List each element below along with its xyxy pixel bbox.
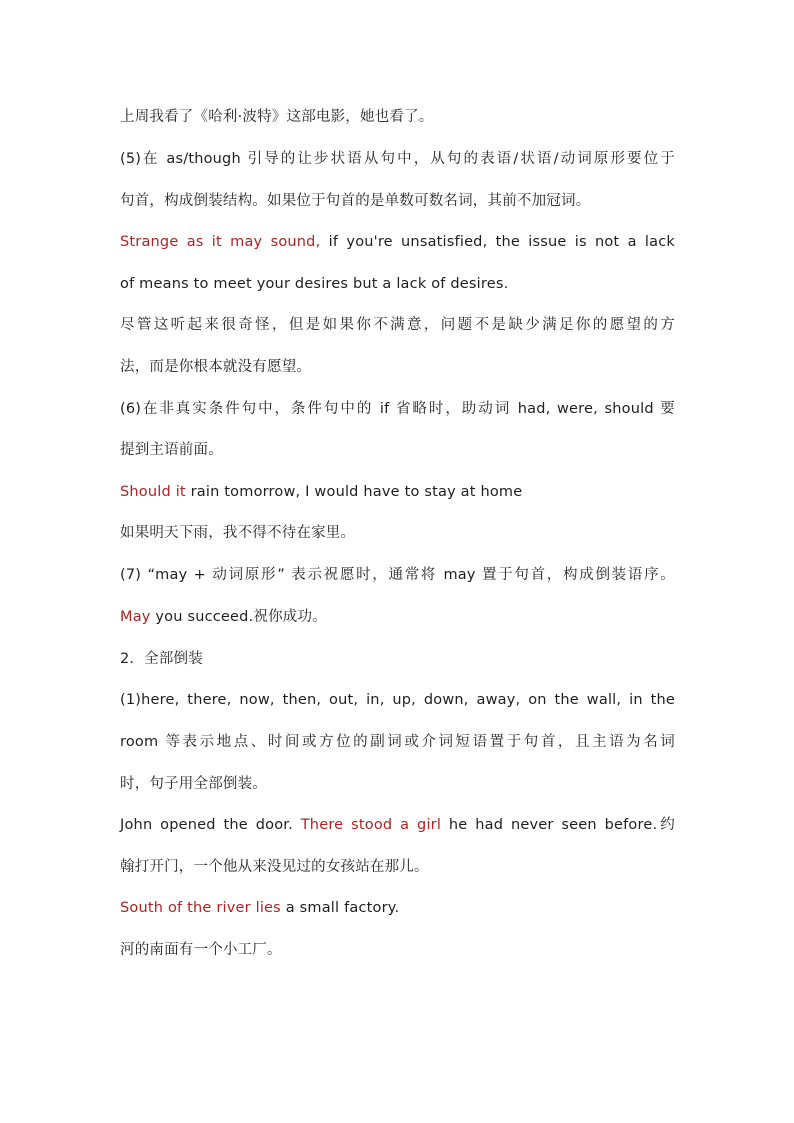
text-line: if you're unsatisfied, the issue is not a lack [320, 234, 675, 250]
text-line: 提到主语前面。 [120, 442, 223, 458]
inverted-phrase: Should it [120, 484, 186, 500]
example-should-it-rain-translation [120, 523, 675, 543]
text-line: you succeed.祝你成功。 [150, 609, 327, 625]
text-line: rain tomorrow, I would have to stay at home [185, 484, 523, 500]
rule-5-heading [120, 149, 675, 169]
full-inversion-rule-1-continuation [120, 732, 675, 752]
text-line: 如果明天下雨，我不得不待在家里。 [120, 525, 356, 541]
text-line: (5)在 as/though 引导的让步状语从句中，从句的表语/状语/动词原形要位于 [120, 151, 675, 167]
example-there-stood-a-girl [120, 815, 675, 835]
inverted-phrase: May [120, 609, 151, 625]
text-line: 上周我看了《哈利·波特》这部电影，她也看了。 [120, 109, 434, 125]
text-line: 河的南面有一个小工厂。 [120, 942, 282, 958]
inverted-phrase: There stood a girl [300, 817, 442, 833]
inverted-phrase: South of the river lies [120, 900, 281, 916]
text-line: a small factory. [280, 900, 400, 916]
text-line: 翰打开门，一个他从来没见过的女孩站在那儿。 [120, 859, 429, 875]
full-inversion-rule-1 [120, 690, 675, 710]
inverted-phrase: Strange as it may sound, [120, 234, 321, 250]
example-strange-as-it-may-sound [120, 232, 675, 252]
rule-6-continuation [120, 440, 675, 460]
example-south-of-the-river-translation [120, 940, 675, 960]
text-line: of means to meet your desires but a lack of desires. [120, 276, 509, 292]
text-line: 2．全部倒装 [120, 651, 203, 667]
example-strange-continuation [120, 274, 675, 294]
example-strange-translation [120, 315, 675, 335]
text-line: (1)here, there, now, then, out, in, up, down, away, on the wall, in the [120, 692, 675, 708]
example-south-of-the-river [120, 898, 675, 918]
text-line: he had never seen before.约 [441, 817, 675, 833]
text-line: 时，句子用全部倒装。 [120, 776, 267, 792]
rule-6-heading [120, 399, 675, 419]
text-line: (7) “may + 动词原形” 表示祝愿时，通常将 may 置于句首，构成倒装语序。 [120, 567, 675, 583]
section-2-heading [120, 649, 675, 669]
rule-5-continuation [120, 191, 675, 211]
text-line: John opened the door. [120, 817, 301, 833]
text-line: (6)在非真实条件句中，条件句中的 if 省略时，助动词 had, were, should 要 [120, 401, 675, 417]
example-should-it-rain [120, 482, 675, 502]
full-inversion-rule-1-end [120, 774, 675, 794]
example-there-stood-a-girl-translation [120, 857, 675, 877]
text-line: 尽管这听起来很奇怪，但是如果你不满意，问题不是缺少满足你的愿望的方 [120, 317, 675, 333]
text-line: 法，而是你根本就没有愿望。 [120, 359, 312, 375]
text-line: 句首，构成倒装结构。如果位于句首的是单数可数名词，其前不加冠词。 [120, 193, 591, 209]
example-may-you-succeed [120, 607, 675, 627]
example-translation-harry-potter [120, 107, 675, 127]
example-strange-translation-continuation [120, 357, 675, 377]
text-line: room 等表示地点、时间或方位的副词或介词短语置于句首，且主语为名词 [120, 734, 675, 750]
rule-7-heading [120, 565, 675, 585]
